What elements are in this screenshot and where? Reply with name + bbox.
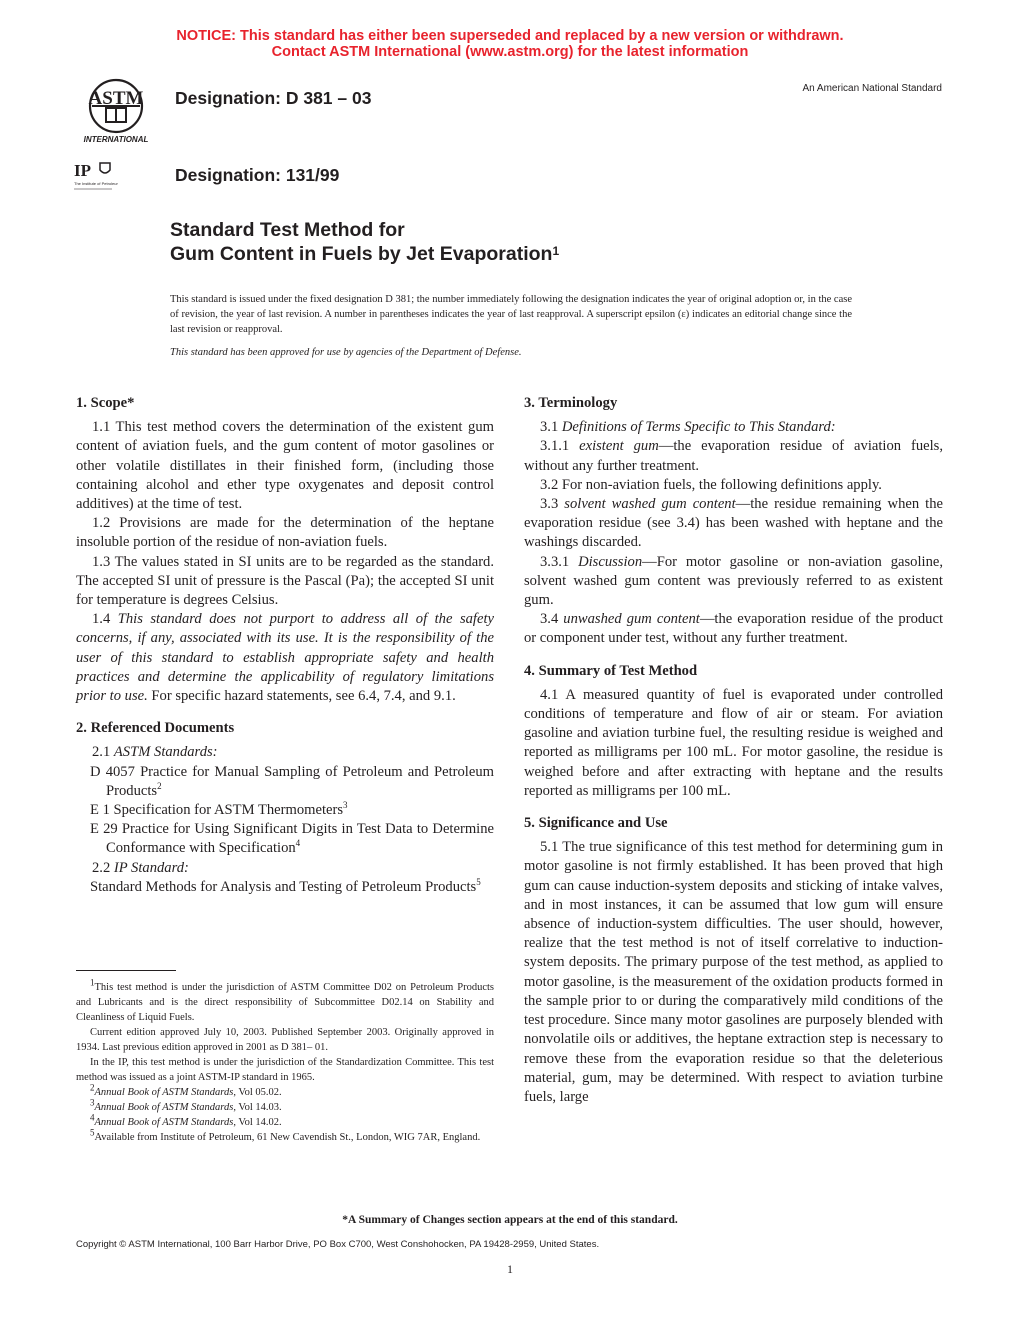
para-1-3: 1.3 The values stated in SI units are to be regarded as the standard. The accepted SI unit of pressure is the Pascal (Pa); the accepted SI unit for temperature is degrees Celsius. — [76, 553, 494, 609]
section-3-heading: 3. Terminology — [524, 395, 618, 411]
summary-of-changes-note: *A Summary of Changes section appears at the end of this standard. — [342, 1214, 678, 1226]
para-3-3: 3.3 solvent washed gum content—the residue remaining when the evaporation residue (see 3.4) has been washed with heptane and the washings discarded. — [524, 496, 944, 551]
section-5-heading: 5. Significance and Use — [524, 815, 668, 832]
para-1-4: 1.4 This standard does not purport to address all of the safety concerns, if any, associated with its use. It is the responsibility of the user of this standard to establish appropriate safety and health practices and determine the applicability of regulatory limitations prior to use. For specific hazard statements, see 6.4, 7.4, and 9.1. — [76, 611, 494, 705]
section-1-heading: 1. Scope* — [76, 395, 135, 411]
withdrawn-notice-line2: Contact ASTM International (www.astm.org) for the latest information — [271, 44, 749, 60]
footnotes — [76, 977, 494, 1145]
section-2-heading: 2. Referenced Documents — [76, 720, 235, 737]
footnote-3: $^3$Annual Book of ASTM Standards, Vol 14.03. — [90, 1097, 282, 1113]
para-4-1: 4.1 A measured quantity of fuel is evaporated under controlled conditions of temperature and flow of air or steam. For aviation gasoline and aviation turbine fuel, the resulting residue is weighed and reported as milligrams per 100 mL. For motor gasoline, the residue is weighed before and after extracting with heptane and the results reported as milligrams per 100 mL. — [524, 686, 943, 799]
ip-logo — [74, 158, 118, 199]
document-title — [170, 218, 559, 266]
ref-e1: E 1 Specification for ASTM Thermometers$^3$ — [90, 800, 348, 819]
page-number: 1 — [507, 1262, 513, 1276]
section-4-heading: 4. Summary of Test Method — [524, 662, 698, 679]
para-3-2: 3.2 For non-aviation fuels, the following definitions apply. — [540, 476, 882, 493]
designation-astm: Designation: D 381 – 03 — [175, 88, 372, 108]
issuance-statement: This standard is issued under the fixed designation D 381; the number immediately following the designation indicates the year of original adoption or, in the case of revision, the year of last revision. A number in parentheses indicates the year of last reapproval. A superscript epsilon (ε) indicates an editorial change since the last revision or reapproval. — [170, 294, 852, 335]
footnote-1-ip: In the IP, this test method is under the jurisdiction of the Standardization Committee. This test method was issued as a joint ASTM-IP standard in 1965. — [76, 1057, 494, 1083]
para-1-1: 1.1 This test method covers the determination of the existent gum content of aviation fuels, and the gum content of motor gasolines or other volatile distillates in their finished form, (including those containing alcohol and ether type oxygenates and deposit control additives) at the time of test. — [76, 419, 494, 513]
footnote-1: $^1$This test method is under the jurisdiction of ASTM Committee D02 on Petroleum Products and Lubricants and is the direct responsibility of Subcommittee D02.14 on Stability and Cleanliness of Liquid Fuels. — [76, 977, 494, 1023]
para-3-1: 3.1 Definitions of Terms Specific to This Standard: — [540, 419, 836, 436]
footnote-1-edition: Current edition approved July 10, 2003. Published September 2003. Originally approved in 1934. Last previous edition approved in 2001 as D 381– 01. — [76, 1027, 494, 1053]
right-column — [524, 394, 943, 1107]
ip-logo-subtext: The Institute of Petroleum — [74, 181, 118, 186]
ref-e29: E 29 Practice for Using Significant Digits in Test Data to Determine Conformance with Specification$^4$ — [90, 821, 494, 857]
para-3-3-1: 3.3.1 Discussion—For motor gasoline or non-aviation gasoline, solvent washed gum content was previously referred to as existent gum. — [524, 553, 943, 609]
copyright-line: Copyright © ASTM International, 100 Barr Harbor Drive, PO Box C700, West Conshohocken, PA 19428-2959, United States. — [76, 1239, 600, 1250]
para-1-2: 1.2 Provisions are made for the determination of the heptane insoluble portion of the residue of non-aviation fuels. — [76, 515, 494, 551]
dod-approval-statement: This standard has been approved for use by agencies of the Department of Defense. — [170, 347, 522, 358]
title-line1: Standard Test Method for — [170, 219, 405, 241]
footnote-5: $^5$Available from Institute of Petroleum, 61 New Cavendish St., London, WIG 7AR, England. — [90, 1127, 481, 1143]
left-column — [76, 394, 494, 897]
para-2-2: 2.2 IP Standard: — [92, 859, 189, 876]
footnote-rule — [76, 970, 176, 971]
ip-logo-text: IP — [74, 161, 91, 180]
para-2-1: 2.1 ASTM Standards: — [92, 744, 218, 761]
designation-ip: Designation: 131/99 — [175, 165, 340, 185]
withdrawn-notice-line1: NOTICE: This standard has either been superseded and replaced by a new version or withdrawn. — [176, 28, 844, 44]
para-3-4: 3.4 unwashed gum content—the evaporation residue of the product or component under test, without any further treatment. — [524, 611, 943, 647]
astm-logo — [72, 78, 162, 153]
ref-ip-methods: Standard Methods for Analysis and Testing of Petroleum Products$^5$ — [90, 877, 481, 895]
title-line2: Gum Content in Fuels by Jet Evaporation$^1$ — [170, 243, 560, 265]
title-footnote-mark: 1 — [552, 244, 560, 258]
ref-d4057: D 4057 Practice for Manual Sampling of Petroleum and Petroleum Products$^2$ — [90, 763, 494, 799]
astm-logo-text: ASTM — [88, 88, 144, 109]
american-national-standard-label: An American National Standard — [802, 83, 942, 94]
footnote-4: $^4$Annual Book of ASTM Standards, Vol 14.02. — [90, 1112, 282, 1128]
footnote-2: $^2$Annual Book of ASTM Standards, Vol 05.02. — [90, 1082, 282, 1098]
para-5-1: 5.1 The true significance of this test method for determining gum in motor gasoline is not firmly established. It has been proved that high gum can cause induction-system deposits and sticking of intake valves, and in most instances, it can be assumed that low gum will ensure absence of induction-system difficulties. The user should, however, realize that the test method is not of itself correlative to induction-system deposits. The primary purpose of the test method, as applied to motor gasoline, is the measurement of the oxidation products formed in the sample prior to or during the comparatively mild conditions of the test procedure. Since many motor gasolines are purposely blended with nonvolatile oils or additives, the heptane extraction step is necessary to remove these from the evaporation residue so that the deleterious material, gum, may be determined. With respect to aviation turbine fuels, large — [524, 839, 943, 1105]
para-3-1-1: 3.1.1 existent gum—the evaporation residue of aviation fuels, without any further treatment. — [524, 438, 943, 474]
astm-logo-subtext: INTERNATIONAL — [83, 135, 149, 144]
